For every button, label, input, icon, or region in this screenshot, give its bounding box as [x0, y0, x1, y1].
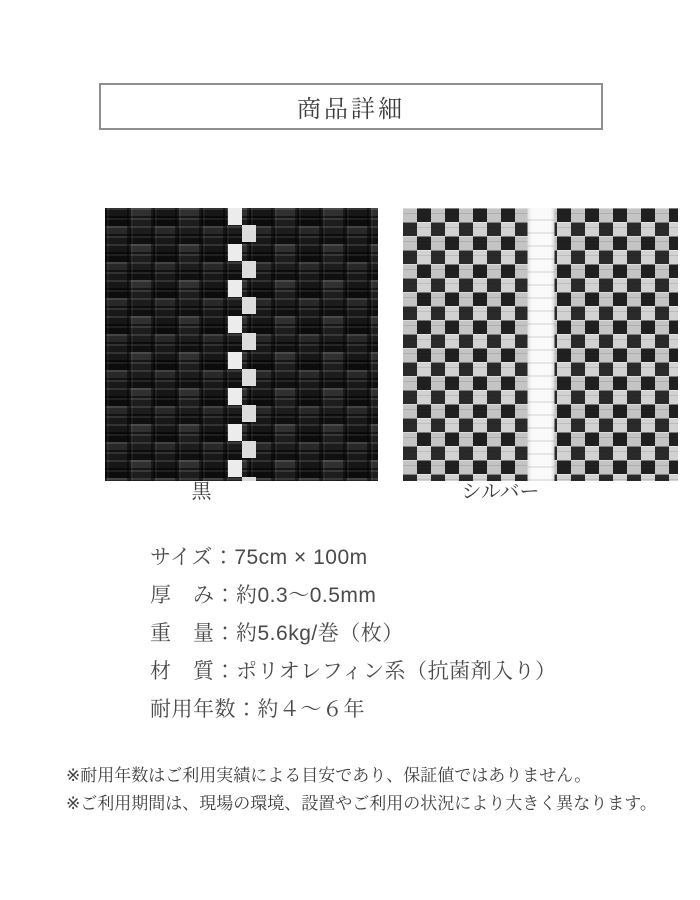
spec-service-life: 耐用年数：約４〜６年: [150, 698, 365, 721]
spec-size: サイズ：75cm × 100m: [150, 546, 368, 569]
color-label-silver: シルバー: [461, 481, 540, 503]
note-service-life: ※耐用年数はご利用実績による目安であり、保証値ではありません。: [66, 766, 592, 785]
disclaimer-notes: [66, 762, 657, 818]
section-title: 商品詳細: [297, 96, 405, 123]
stitch-line-black-swatch: [228, 208, 256, 481]
color-label-black: 黒: [191, 481, 212, 503]
stitch-line-silver-swatch: [527, 208, 554, 481]
product-photo-black-fabric: [105, 208, 378, 481]
spec-weight: 重 量：約5.6kg/巻（枚）: [150, 622, 404, 645]
spec-list: [150, 539, 557, 729]
product-photo-silver-fabric: [403, 208, 678, 481]
note-usage-period: ※ご利用期間は、現場の環境、設置やご利用の状況により大きく異なります。: [66, 794, 657, 813]
section-title-box: [99, 83, 603, 130]
spec-thickness: 厚 み：約0.3〜0.5mm: [150, 584, 377, 607]
spec-material: 材 質：ポリオレフィン系（抗菌剤入り）: [150, 660, 557, 683]
